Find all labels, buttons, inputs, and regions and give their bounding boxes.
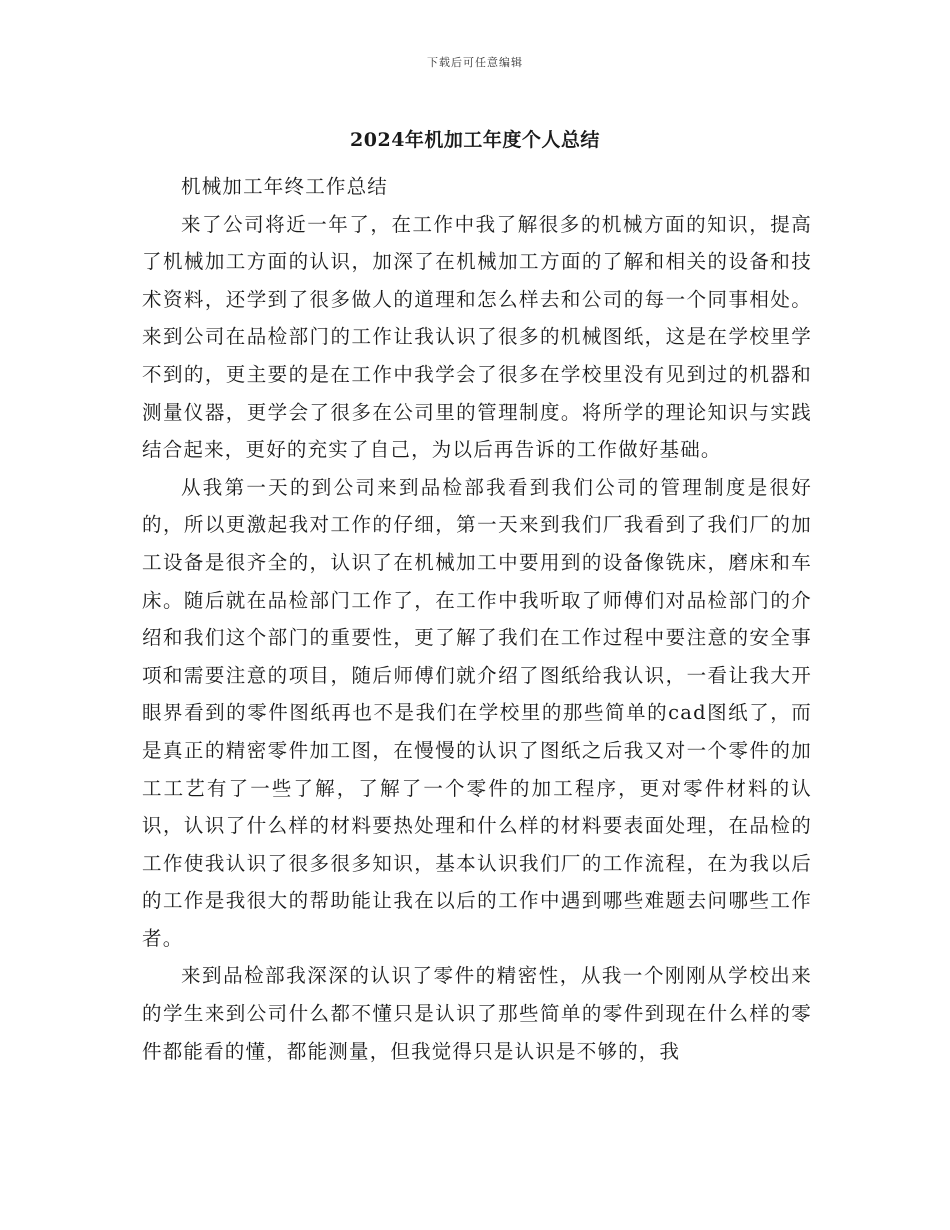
paragraph-2: 从我第一天的到公司来到品检部我看到我们公司的管理制度是很好的，所以更激起我对工作的仔细，第一天来到我们厂我看到了我们厂的加工设备是很齐全的，认识了在机械加工中要用到的设备像铣床，磨床和车床。随后就在品检部门工作了，在工作中我听取了师傅们对品检部门的介绍和我们这个部门的重要性，更了解了我们在工作过程中要注意的安全事项和需要注意的项目，随后师傅们就介绍了图纸给我认识，一看让我大开眼界看到的零件图纸再也不是我们在学校里的那些简单的cad图纸了，而是真正的精密零件加工图，在慢慢的认识了图纸之后我又对一个零件的加工工艺有了一些了解，了解了一个零件的加工程序，更对零件材料的认识，认识了什么样的材料要热处理和什么样的材料要表面处理，在品检的工作使我认识了很多很多知识，基本认识我们厂的工作流程，在为我以后的工作是我很大的帮助能让我在以后的工作中遇到哪些难题去问哪些工作者。 xyxy=(142,475,812,950)
section-subtitle: 机械加工年终工作总结 xyxy=(181,175,389,198)
header-note: 下载后可任意编辑 xyxy=(427,56,523,69)
paragraph-3: 来到品检部我深深的认识了零件的精密性，从我一个刚刚从学校出来的学生来到公司什么都不懂只是认识了那些简单的零件到现在什么样的零件都能看的懂，都能测量，但我觉得只是认识是不够的，我 xyxy=(142,964,812,1063)
document-title: 2024年机加工年度个人总结 xyxy=(350,129,600,151)
paragraph-1: 来了公司将近一年了，在工作中我了解很多的机械方面的知识，提高了机械加工方面的认识，加深了在机械加工方面的了解和相关的设备和技术资料，还学到了很多做人的道理和怎么样去和公司的每一个同事相处。来到公司在品检部门的工作让我认识了很多的机械图纸，这是在学校里学不到的，更主要的是在工作中我学会了很多在学校里没有见到过的机器和测量仪器，更学会了很多在公司里的管理制度。将所学的理论知识与实践结合起来，更好的充实了自己，为以后再告诉的工作做好基础。 xyxy=(142,212,812,462)
document-body xyxy=(142,168,812,1070)
